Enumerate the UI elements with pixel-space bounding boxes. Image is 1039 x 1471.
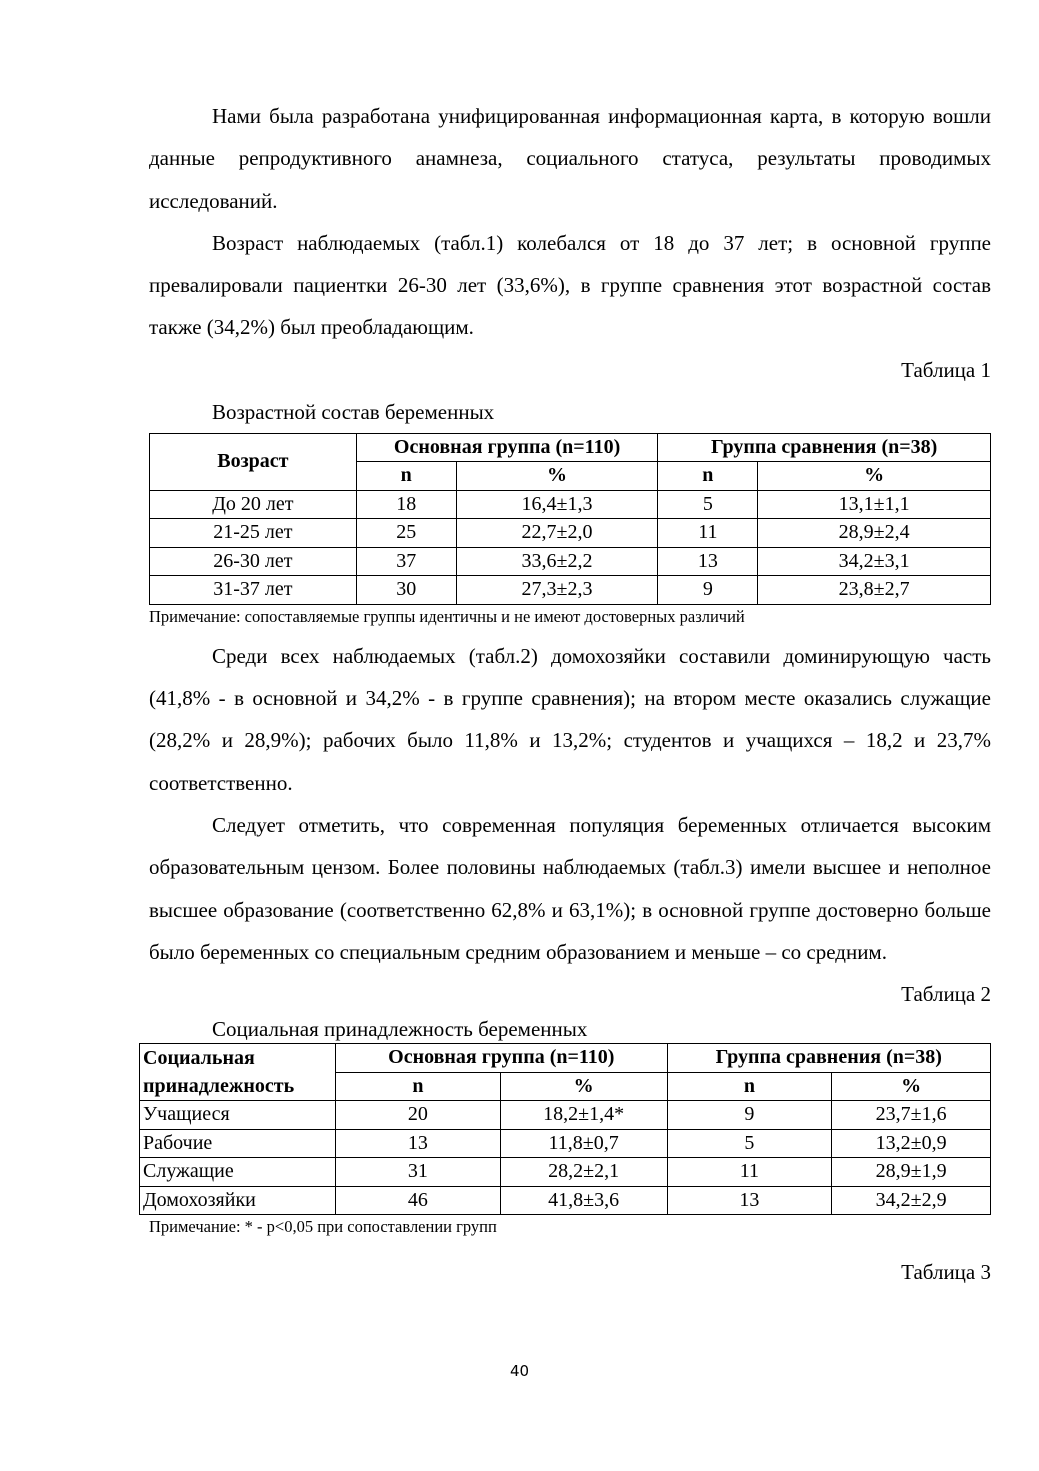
cmp-pct-cell: 13,1±1,1: [758, 490, 991, 519]
cmp-n-cell: 11: [667, 1158, 832, 1187]
age-cell: 21-25 лет: [150, 519, 357, 548]
paragraph-1: Нами была разработана унифицированная информационная карта, в которую вошли данные репродуктивного анамнеза, социального статуса, результаты проводимых исследований.: [149, 104, 991, 213]
main-n-cell: 30: [356, 576, 456, 605]
cmp-n-header: n: [667, 1072, 832, 1101]
cmp-n-cell: 9: [667, 1101, 832, 1130]
cmp-pct-cell: 34,2±2,9: [832, 1186, 991, 1215]
table1-label: Таблица 1: [901, 357, 991, 382]
cmp-n-cell: 13: [658, 547, 758, 576]
cmp-n-cell: 11: [658, 519, 758, 548]
paragraph-2: Возраст наблюдаемых (табл.1) колебался от 18 до 37 лет; в основной группе превалировали пациентки 26-30 лет (33,6%), в группе сравнения этот возрастной состав также (34,2%) был преобладающим.: [149, 230, 991, 340]
main-pct-cell: 33,6±2,2: [456, 547, 658, 576]
cmp-pct-cell: 34,2±3,1: [758, 547, 991, 576]
main-pct-cell: 11,8±0,7: [500, 1129, 667, 1158]
cmp-pct-cell: 23,8±2,7: [758, 576, 991, 605]
cmp-pct-header: %: [758, 462, 991, 491]
main-pct-cell: 28,2±2,1: [500, 1158, 667, 1187]
main-n-header: n: [336, 1072, 501, 1101]
paragraph-3: Среди всех наблюдаемых (табл.2) домохозяйки составили доминирующую часть (41,8% - в основной и 34,2% - в группе сравнения); на втором месте оказались служащие (28,2% и 28,9%); рабочих было 11,8% и 13,2%; студентов и учащихся – 18,2 и 23,7% соответственно.: [149, 643, 991, 795]
social-cell: Служащие: [140, 1158, 336, 1187]
cmp-pct-cell: 28,9±1,9: [832, 1158, 991, 1187]
main-n-cell: 20: [336, 1101, 501, 1130]
main-pct-header: %: [500, 1072, 667, 1101]
main-n-cell: 46: [336, 1186, 501, 1215]
table-row: [140, 1101, 991, 1130]
table1-note: Примечание: сопоставляемые группы идентичны и не имеют достоверных различий: [149, 606, 745, 626]
main-pct-cell: 22,7±2,0: [456, 519, 658, 548]
table2-caption: Социальная принадлежность беременных: [212, 1017, 588, 1042]
table-row: [150, 490, 991, 519]
cmp-pct-cell: 23,7±1,6: [832, 1101, 991, 1130]
main-pct-cell: 18,2±1,4*: [500, 1101, 667, 1130]
main-n-cell: 31: [336, 1158, 501, 1187]
table-row: [140, 1158, 991, 1187]
main-pct-cell: 27,3±2,3: [456, 576, 658, 605]
age-cell: До 20 лет: [150, 490, 357, 519]
social-cell: Домохозяйки: [140, 1186, 336, 1215]
cmp-n-header: n: [658, 462, 758, 491]
social-table: [139, 1043, 991, 1215]
cmp-pct-cell: 13,2±0,9: [832, 1129, 991, 1158]
table-row: [150, 519, 991, 548]
page-number: 40: [509, 1362, 530, 1380]
age-cell: 26-30 лет: [150, 547, 357, 576]
table3-label: Таблица 3: [901, 1260, 991, 1285]
main-pct-header: %: [456, 462, 658, 491]
main-pct-cell: 41,8±3,6: [500, 1186, 667, 1215]
comparison-group-header: Группа сравнения (n=38): [667, 1044, 990, 1073]
comparison-group-header: Группа сравнения (n=38): [658, 433, 991, 462]
social-column-header: Социальная принадлежность: [140, 1044, 336, 1101]
document-page: [143, 95, 991, 1293]
table-row: [140, 1129, 991, 1158]
age-column-header: Возраст: [150, 433, 357, 490]
social-cell: Учащиеся: [140, 1101, 336, 1130]
table2-label: Таблица 2: [901, 982, 991, 1007]
main-group-header: Основная группа (n=110): [336, 1044, 667, 1073]
cmp-n-cell: 9: [658, 576, 758, 605]
main-n-cell: 25: [356, 519, 456, 548]
main-n-cell: 13: [336, 1129, 501, 1158]
cmp-n-cell: 13: [667, 1186, 832, 1215]
table1-caption: Возрастной состав беременных: [212, 399, 495, 424]
paragraph-4: Следует отметить, что современная популяция беременных отличается высоким образовательным цензом. Более половины наблюдаемых (табл.3) имели высшее и неполное высшее образование (соответственно 62,8% и 63,1%); в основной группе достоверно больше было беременных со специальным средним образованием и меньше – со средним.: [149, 812, 991, 964]
cmp-pct-cell: 28,9±2,4: [758, 519, 991, 548]
age-cell: 31-37 лет: [150, 576, 357, 605]
main-group-header: Основная группа (n=110): [356, 433, 658, 462]
age-table: [149, 433, 991, 605]
main-n-header: n: [356, 462, 456, 491]
main-pct-cell: 16,4±1,3: [456, 490, 658, 519]
table-row: [140, 1186, 991, 1215]
cmp-pct-header: %: [832, 1072, 991, 1101]
social-cell: Рабочие: [140, 1129, 336, 1158]
table-row: [150, 576, 991, 605]
main-n-cell: 18: [356, 490, 456, 519]
main-n-cell: 37: [356, 547, 456, 576]
table-row: [150, 547, 991, 576]
table2-note: Примечание: * - p<0,05 при сопоставлении групп: [149, 1217, 497, 1237]
cmp-n-cell: 5: [658, 490, 758, 519]
cmp-n-cell: 5: [667, 1129, 832, 1158]
